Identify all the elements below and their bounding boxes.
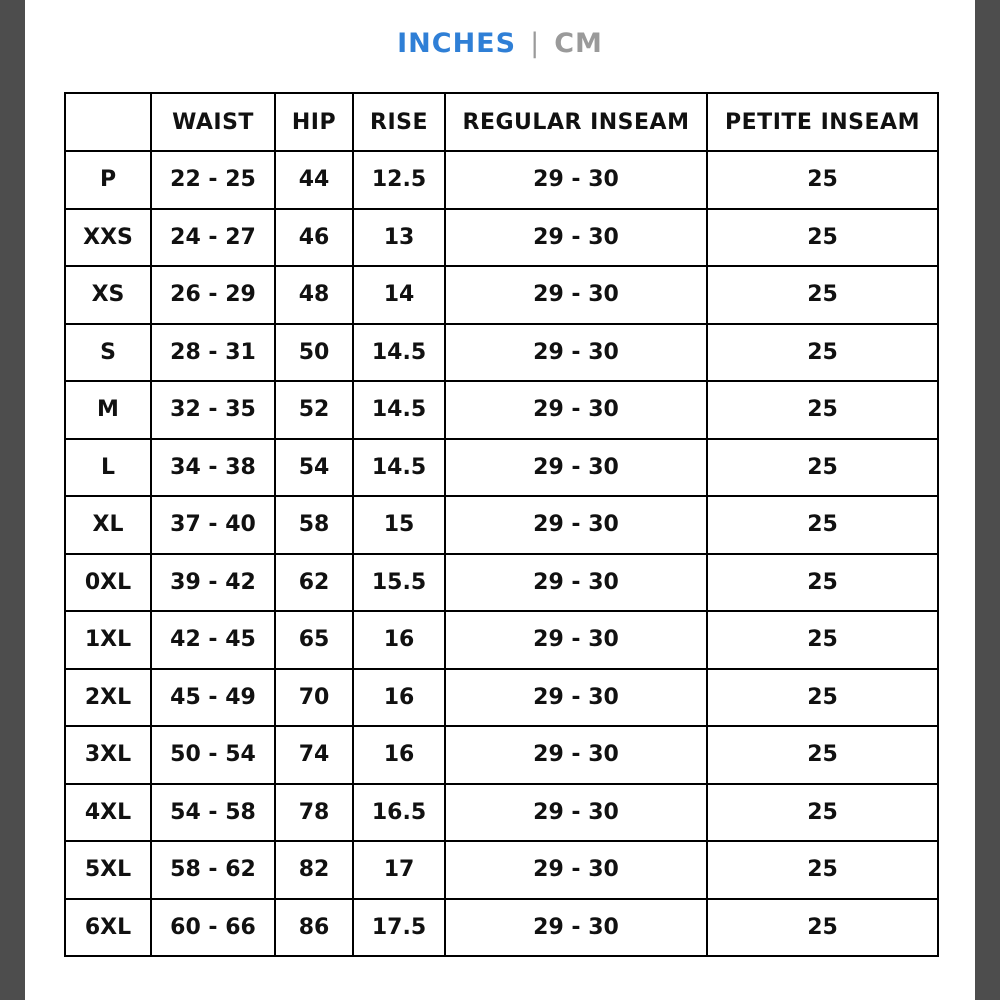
petite-inseam-cell: 25: [707, 439, 938, 497]
size-label: S: [65, 324, 151, 382]
petite-inseam-cell: 25: [707, 899, 938, 957]
rise-cell: 16.5: [353, 784, 445, 842]
size-chart-page: [25, 0, 975, 1000]
hip-cell: 44: [275, 151, 353, 209]
regular-inseam-cell: 29 - 30: [445, 496, 707, 554]
rise-cell: 17: [353, 841, 445, 899]
header-rise: RISE: [353, 93, 445, 151]
regular-inseam-cell: 29 - 30: [445, 324, 707, 382]
waist-cell: 39 - 42: [151, 554, 275, 612]
header-waist: WAIST: [151, 93, 275, 151]
rise-cell: 16: [353, 669, 445, 727]
regular-inseam-cell: 29 - 30: [445, 899, 707, 957]
waist-cell: 45 - 49: [151, 669, 275, 727]
regular-inseam-cell: 29 - 30: [445, 209, 707, 267]
size-label: M: [65, 381, 151, 439]
size-label: L: [65, 439, 151, 497]
size-label: XL: [65, 496, 151, 554]
hip-cell: 82: [275, 841, 353, 899]
size-label: 4XL: [65, 784, 151, 842]
regular-inseam-cell: 29 - 30: [445, 266, 707, 324]
rise-cell: 14.5: [353, 439, 445, 497]
size-table: [64, 92, 939, 957]
petite-inseam-cell: 25: [707, 266, 938, 324]
petite-inseam-cell: 25: [707, 841, 938, 899]
petite-inseam-cell: 25: [707, 209, 938, 267]
hip-cell: 54: [275, 439, 353, 497]
rise-cell: 12.5: [353, 151, 445, 209]
waist-cell: 50 - 54: [151, 726, 275, 784]
regular-inseam-cell: 29 - 30: [445, 439, 707, 497]
hip-cell: 48: [275, 266, 353, 324]
hip-cell: 46: [275, 209, 353, 267]
unit-option-cm[interactable]: CM: [554, 28, 603, 59]
petite-inseam-cell: 25: [707, 381, 938, 439]
petite-inseam-cell: 25: [707, 611, 938, 669]
rise-cell: 13: [353, 209, 445, 267]
petite-inseam-cell: 25: [707, 784, 938, 842]
size-label: XS: [65, 266, 151, 324]
petite-inseam-cell: 25: [707, 669, 938, 727]
table-row: [65, 669, 938, 727]
size-label: 6XL: [65, 899, 151, 957]
rise-cell: 15.5: [353, 554, 445, 612]
hip-cell: 86: [275, 899, 353, 957]
hip-cell: 65: [275, 611, 353, 669]
waist-cell: 32 - 35: [151, 381, 275, 439]
hip-cell: 78: [275, 784, 353, 842]
rise-cell: 15: [353, 496, 445, 554]
table-row: [65, 899, 938, 957]
table-row: [65, 496, 938, 554]
regular-inseam-cell: 29 - 30: [445, 611, 707, 669]
waist-cell: 37 - 40: [151, 496, 275, 554]
regular-inseam-cell: 29 - 30: [445, 726, 707, 784]
table-row: [65, 841, 938, 899]
table-row: [65, 324, 938, 382]
hip-cell: 74: [275, 726, 353, 784]
regular-inseam-cell: 29 - 30: [445, 151, 707, 209]
rise-cell: 14.5: [353, 324, 445, 382]
rise-cell: 14: [353, 266, 445, 324]
header-row: [65, 93, 938, 151]
table-body: [65, 151, 938, 956]
petite-inseam-cell: 25: [707, 554, 938, 612]
waist-cell: 42 - 45: [151, 611, 275, 669]
size-label: P: [65, 151, 151, 209]
unit-option-inches[interactable]: INCHES: [397, 28, 517, 59]
unit-toggle: [25, 22, 975, 66]
table-row: [65, 439, 938, 497]
size-label: 0XL: [65, 554, 151, 612]
waist-cell: 58 - 62: [151, 841, 275, 899]
header-regular-inseam: REGULAR INSEAM: [445, 93, 707, 151]
hip-cell: 50: [275, 324, 353, 382]
rise-cell: 14.5: [353, 381, 445, 439]
hip-cell: 62: [275, 554, 353, 612]
waist-cell: 34 - 38: [151, 439, 275, 497]
header-petite-inseam: PETITE INSEAM: [707, 93, 938, 151]
waist-cell: 28 - 31: [151, 324, 275, 382]
petite-inseam-cell: 25: [707, 324, 938, 382]
rise-cell: 16: [353, 611, 445, 669]
table-row: [65, 726, 938, 784]
waist-cell: 54 - 58: [151, 784, 275, 842]
regular-inseam-cell: 29 - 30: [445, 841, 707, 899]
regular-inseam-cell: 29 - 30: [445, 784, 707, 842]
hip-cell: 58: [275, 496, 353, 554]
waist-cell: 22 - 25: [151, 151, 275, 209]
table-row: [65, 554, 938, 612]
petite-inseam-cell: 25: [707, 151, 938, 209]
regular-inseam-cell: 29 - 30: [445, 669, 707, 727]
table-row: [65, 611, 938, 669]
size-label: 1XL: [65, 611, 151, 669]
size-label: 5XL: [65, 841, 151, 899]
waist-cell: 60 - 66: [151, 899, 275, 957]
rise-cell: 16: [353, 726, 445, 784]
header-hip: HIP: [275, 93, 353, 151]
regular-inseam-cell: 29 - 30: [445, 554, 707, 612]
table-row: [65, 209, 938, 267]
hip-cell: 70: [275, 669, 353, 727]
table-row: [65, 151, 938, 209]
hip-cell: 52: [275, 381, 353, 439]
table-header: [65, 93, 938, 151]
size-label: 2XL: [65, 669, 151, 727]
waist-cell: 24 - 27: [151, 209, 275, 267]
petite-inseam-cell: 25: [707, 726, 938, 784]
rise-cell: 17.5: [353, 899, 445, 957]
waist-cell: 26 - 29: [151, 266, 275, 324]
table-row: [65, 381, 938, 439]
size-label: XXS: [65, 209, 151, 267]
petite-inseam-cell: 25: [707, 496, 938, 554]
unit-separator: |: [530, 28, 541, 59]
table-row: [65, 784, 938, 842]
header-size: [65, 93, 151, 151]
table-row: [65, 266, 938, 324]
regular-inseam-cell: 29 - 30: [445, 381, 707, 439]
size-label: 3XL: [65, 726, 151, 784]
